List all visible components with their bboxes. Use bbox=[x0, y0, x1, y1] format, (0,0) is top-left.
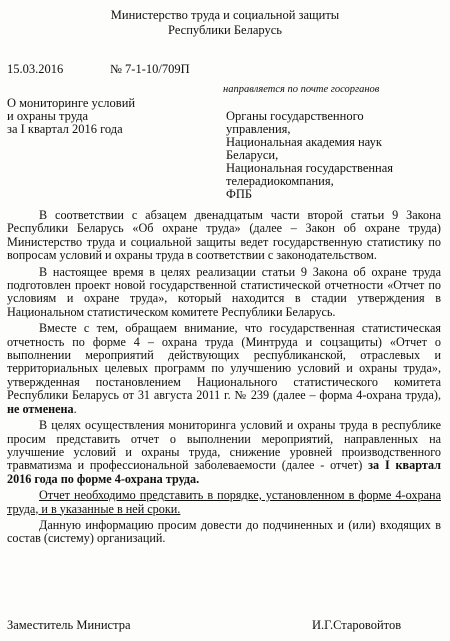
document-date: 15.03.2016 bbox=[7, 62, 64, 76]
recipient-line-2: управления, bbox=[226, 122, 291, 136]
subject-line-2: и охраны труда bbox=[7, 109, 89, 123]
ministry-country: Республики Беларусь bbox=[168, 23, 282, 37]
letter-body bbox=[7, 209, 441, 546]
paragraph-6: Данную информацию просим довести до подчиненных и (или) входящих в состав (систему) организаций. bbox=[7, 517, 441, 546]
subject-line-1: О мониторинге условий bbox=[7, 96, 136, 110]
subject-line-3: за I квартал 2016 года bbox=[7, 122, 123, 136]
paragraph-4 bbox=[7, 419, 441, 486]
paragraph-4-emphasis: за I квартал 2016 года по форме 4-охрана труда. bbox=[7, 458, 441, 486]
paragraph-2: В настоящее время в целях реализации статьи 9 Закона об охране труда подготовлен проект новой государственной статистической отчетности «Отчет по условиям и охране труда», который находится в стадии утверждения в Национальном статистическом комитете Республики Беларусь. bbox=[7, 264, 441, 319]
document-number: № 7-1-10/709П bbox=[110, 62, 190, 76]
routing-note: направляется по почте госорганов bbox=[223, 84, 380, 95]
recipient-line-1: Органы государственного bbox=[226, 109, 364, 123]
recipient-line-7: ФПБ bbox=[226, 187, 253, 201]
paragraph-4-text: В целях осуществления мониторинга условий и охраны труда в республике просим представить отчет о выполнении мероприятий, направленных на улучшение условий и охраны труда, снижение уровней производственного травматизма и профессиональной заболеваемости (далее - отчет) bbox=[7, 418, 441, 473]
signatory-name: И.Г.Старовойтов bbox=[312, 618, 402, 632]
paragraph-3 bbox=[7, 322, 441, 416]
signatory-title: Заместитель Министра bbox=[7, 618, 131, 632]
recipient-line-5: Национальная государственная bbox=[226, 161, 394, 175]
paragraph-3-emphasis: не отменена bbox=[7, 401, 74, 416]
recipient-line-3: Национальная академия наук bbox=[226, 135, 382, 149]
recipient-line-4: Беларуси, bbox=[226, 148, 279, 162]
paragraph-3-end: . bbox=[73, 401, 77, 416]
paragraph-3-text: Вместе с тем, обращаем внимание, что государственная статистическая отчетность по форме 4 – охрана труда (Минтруда и соцзащиты) «Отчет о выполнении мероприятий действующих республиканской, отраслевых и территориальных целевых программ по улучшению условий и охраны труда», утвержденная постановлением Национального статистического комитета Республики Беларусь от 31 августа 2011 г. № 239 (далее – форма 4-охрана труда), bbox=[7, 321, 441, 403]
paragraph-1: В соответствии с абзацем двенадцатым части второй статьи 9 Закона Республики Беларусь «Об охране труда» (далее – Закон об охране труда) Министерство труда и социальной защиты ведет государственную статистику по вопросам условий и охраны труда в соответствии с законодательством. bbox=[7, 208, 441, 263]
ministry-name: Министерство труда и социальной защиты bbox=[110, 8, 340, 22]
recipient-line-6: телерадиокомпания, bbox=[226, 174, 334, 188]
paragraph-5: Отчет необходимо представить в порядке, установленном в форме 4-охрана труда, и в указанные в ней сроки. bbox=[7, 488, 441, 516]
